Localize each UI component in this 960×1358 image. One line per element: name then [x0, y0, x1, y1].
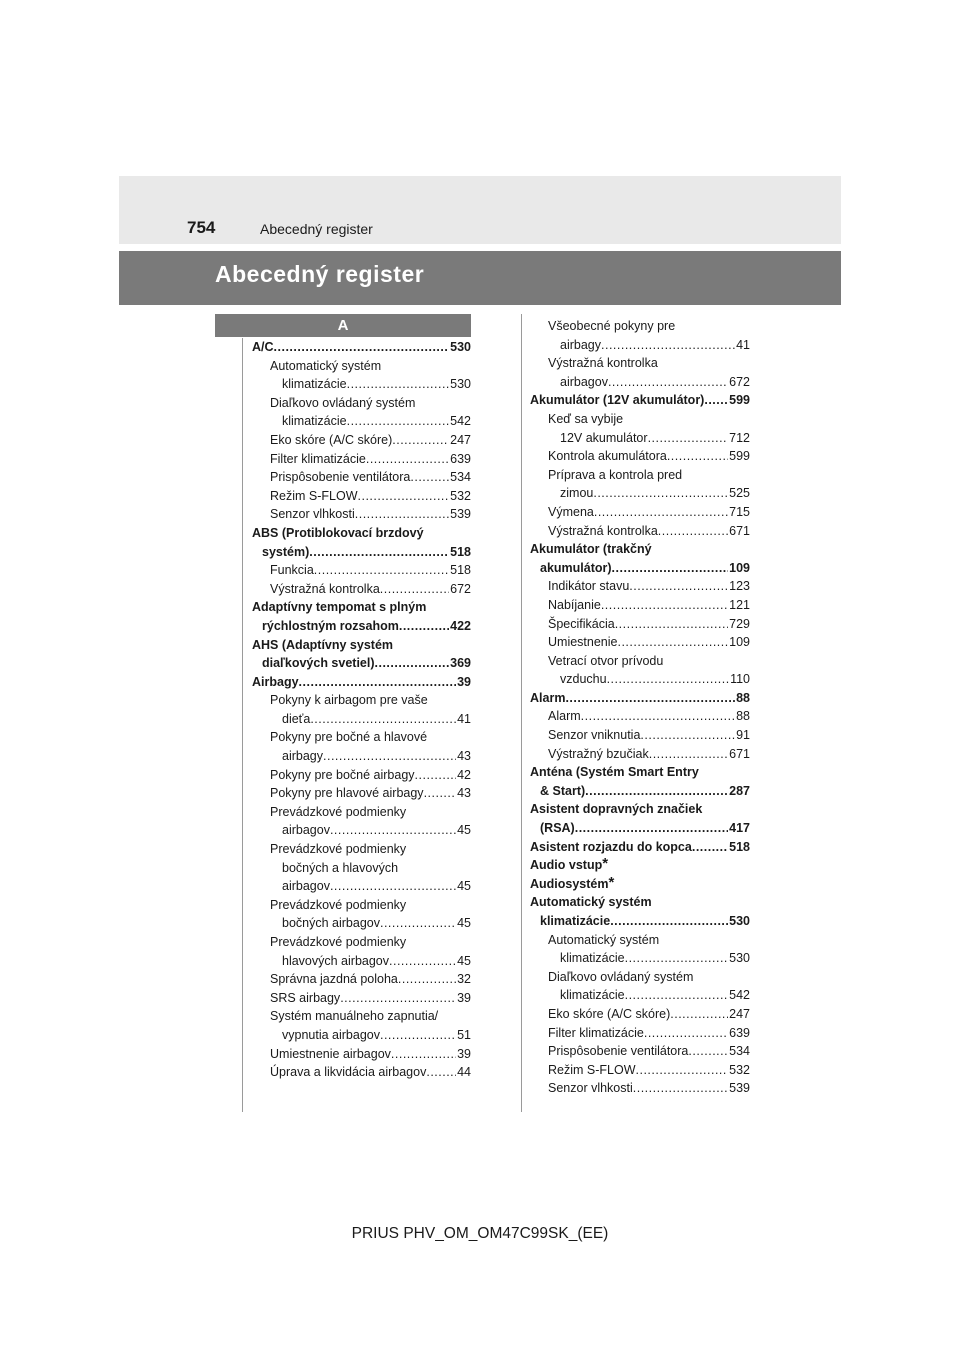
entry-label: vypnutia airbagov: [282, 1027, 380, 1042]
entry-page-number: 518: [450, 563, 471, 578]
entry-label: Asistent rozjazdu do kopca: [530, 839, 692, 854]
dot-leader: [608, 373, 728, 392]
dot-leader: [688, 1042, 728, 1061]
index-subentry: [252, 933, 471, 952]
dot-leader: [410, 468, 449, 487]
index-subentry: [252, 450, 471, 469]
entry-page-number: 41: [736, 337, 750, 352]
dot-leader: [593, 484, 728, 503]
index-subentry: [530, 410, 750, 429]
index-subentry: [252, 914, 471, 933]
dot-leader: [617, 633, 728, 652]
index-entry: [252, 543, 471, 562]
index-subentry: [252, 952, 471, 971]
dot-leader: [330, 877, 456, 896]
entry-page-number: 45: [457, 916, 471, 931]
index-subentry: [530, 429, 750, 448]
entry-page-number: 44: [457, 1065, 471, 1080]
entry-page-number: 422: [450, 618, 471, 633]
entry-label: Funkcia: [270, 563, 314, 578]
entry-label: Nabíjanie: [548, 597, 601, 612]
dot-leader: [330, 821, 456, 840]
entry-label: Výstražná kontrolka: [548, 523, 658, 538]
index-subentry: [252, 821, 471, 840]
section-letter: A: [215, 314, 471, 337]
index-subentry: [252, 580, 471, 599]
entry-label: Automatický systém: [530, 895, 652, 910]
dot-leader: [667, 447, 728, 466]
entry-label: Keď sa vybije: [548, 411, 624, 426]
index-entry: [252, 654, 471, 673]
entry-label: Eko skóre (A/C skóre): [548, 1006, 671, 1021]
entry-label: A/C: [252, 340, 274, 354]
index-subentry: [530, 354, 750, 373]
entry-label: airbagov: [282, 823, 330, 838]
entry-label: Filter klimatizácie: [270, 451, 366, 466]
entry-page-number: 518: [450, 544, 471, 559]
running-title: Abecedný register: [260, 221, 373, 237]
entry-label: Eko skóre (A/C skóre): [270, 432, 393, 447]
entry-page-number: 39: [457, 1046, 471, 1061]
index-entry: [530, 391, 750, 410]
index-subentry: [252, 375, 471, 394]
index-subentry: [252, 896, 471, 915]
index-subentry: [530, 317, 750, 336]
entry-label: Diaľkovo ovládaný systém: [270, 395, 416, 410]
entry-label: Prevádzkové podmienky: [270, 935, 407, 949]
index-subentry: [530, 615, 750, 634]
index-entry: [530, 912, 750, 931]
entry-label: Senzor vniknutia: [548, 728, 641, 743]
entry-label: Prevádzkové podmienky: [270, 804, 407, 819]
entry-label: Pokyny pre bočné a hlavové: [270, 730, 428, 745]
entry-page-number: 110: [730, 672, 750, 687]
entry-label: & Start): [540, 783, 586, 798]
entry-page-number: 672: [450, 581, 471, 596]
entry-label: Výstražná kontrolka: [548, 356, 658, 371]
entry-label: vzduchu: [560, 672, 607, 687]
dot-leader: [299, 673, 457, 692]
entry-page-number: 88: [736, 690, 750, 705]
index-subentry: [530, 596, 750, 615]
index-subentry: [252, 357, 471, 376]
entry-label: rýchlostným rozsahom: [262, 618, 399, 633]
title-bar: [119, 251, 841, 305]
entry-page-number: 712: [729, 430, 750, 445]
dot-leader: [640, 726, 735, 745]
index-subentry: [252, 1045, 471, 1064]
dot-leader: [585, 782, 728, 801]
entry-label: Všeobecné pokyny pre: [548, 319, 676, 333]
entry-label: Anténa (Systém Smart Entry: [530, 765, 699, 780]
index-entry: [530, 689, 750, 708]
entry-page-number: 417: [729, 821, 750, 836]
index-subentry: [530, 1005, 750, 1024]
entry-label: Asistent dopravných značiek: [530, 802, 703, 817]
dot-leader: [347, 412, 450, 431]
index-subentry: [530, 522, 750, 541]
entry-label: Umiestnenie: [548, 635, 618, 650]
dot-leader: [692, 838, 728, 857]
dot-leader: [426, 1063, 456, 1082]
dot-leader: [612, 559, 729, 578]
index-entry: [530, 540, 750, 559]
entry-label: Pokyny k airbagom pre vaše: [270, 693, 428, 708]
entry-page-number: 45: [457, 823, 471, 838]
index-subentry: [530, 1079, 750, 1098]
entry-label: Akumulátor (12V akumulátor): [530, 393, 705, 408]
entry-label: klimatizácie: [282, 414, 347, 429]
entry-label: klimatizácie: [560, 951, 625, 966]
dot-leader: [610, 912, 728, 931]
dot-leader: [625, 949, 729, 968]
entry-page-number: 43: [457, 749, 471, 764]
entry-label: airbagy: [560, 337, 601, 352]
header-band: [119, 176, 841, 244]
entry-label: Pokyny pre hlavové airbagy: [270, 786, 424, 801]
entry-label: Prevádzkové podmienky: [270, 897, 407, 912]
entry-label: airbagy: [282, 749, 323, 764]
entry-label: Výstražný bzučiak: [548, 746, 649, 761]
entry-label: Audio vstup: [530, 858, 603, 873]
entry-label: dieťa: [282, 711, 311, 726]
entry-label: akumulátor): [540, 560, 612, 575]
entry-label: Vetrací otvor prívodu: [548, 653, 664, 668]
index-column-right: [530, 317, 750, 1098]
entry-label: Filter klimatizácie: [548, 1025, 644, 1040]
entry-label: (RSA): [540, 821, 575, 836]
index-entry: [252, 617, 471, 636]
index-entry: [530, 893, 750, 912]
entry-page-number: 123: [729, 579, 750, 594]
entry-label: Akumulátor (trakčný: [530, 542, 652, 557]
dot-leader: [340, 989, 456, 1008]
index-subentry: [252, 1026, 471, 1045]
entry-label: Režim S-FLOW: [270, 488, 358, 503]
dot-leader: [380, 1026, 456, 1045]
index-subentry: [530, 986, 750, 1005]
entry-label: klimatizácie: [282, 377, 347, 392]
index-subentry: [252, 431, 471, 450]
entry-label: Špecifikácia: [548, 616, 615, 631]
entry-label: Senzor vlhkosti: [548, 1081, 633, 1096]
index-subentry: [252, 468, 471, 487]
dot-leader: [648, 429, 729, 448]
index-subentry: [530, 484, 750, 503]
index-entry: [530, 782, 750, 801]
dot-leader: [644, 1024, 728, 1043]
entry-label: Pokyny pre bočné airbagy: [270, 767, 415, 782]
index-subentry: [252, 728, 471, 747]
index-subentry: [252, 859, 471, 878]
entry-label: systém): [262, 544, 310, 559]
entry-page-number: 715: [729, 504, 750, 519]
dot-leader: [415, 766, 457, 785]
index-subentry: [252, 877, 471, 896]
index-subentry: [252, 784, 471, 803]
dot-leader: [392, 431, 449, 450]
index-entry: Audio vstup *: [530, 856, 750, 875]
entry-page-number: 287: [729, 783, 750, 798]
index-entry: [530, 559, 750, 578]
entry-label: Alarm: [530, 690, 566, 705]
entry-label: hlavových airbagov: [282, 953, 390, 968]
index-subentry: [530, 1042, 750, 1061]
index-subentry: [530, 447, 750, 466]
index-entry: [252, 598, 471, 617]
entry-page-number: 530: [729, 951, 750, 966]
dot-leader: [625, 986, 729, 1005]
entry-label: Automatický systém: [548, 932, 660, 947]
dot-leader: [323, 747, 456, 766]
entry-label: Prevádzkové podmienky: [270, 842, 407, 857]
dot-leader: [310, 710, 456, 729]
entry-page-number: 671: [729, 746, 750, 761]
entry-label: Diaľkovo ovládaný systém: [548, 969, 694, 984]
dot-leader: [629, 577, 728, 596]
dot-leader: [633, 1079, 728, 1098]
index-subentry: [252, 394, 471, 413]
entry-page-number: 525: [729, 486, 750, 501]
page-number: 754: [187, 218, 216, 237]
entry-label: airbagov: [560, 374, 608, 389]
index-entry: Audiosystém *: [530, 875, 750, 894]
index-entry: [530, 838, 750, 857]
index-subentry: [530, 707, 750, 726]
entry-label: airbagov: [282, 879, 330, 894]
entry-label: bočných a hlavových: [282, 860, 399, 875]
entry-label: Kontrola akumulátora: [548, 449, 667, 464]
entry-label: Prispôsobenie ventilátora: [548, 1044, 689, 1059]
entry-label: Príprava a kontrola pred: [548, 467, 683, 482]
index-subentry: [252, 1007, 471, 1026]
entry-label: Indikátor stavu: [548, 579, 630, 594]
index-subentry: [530, 336, 750, 355]
entry-page-number: 518: [729, 839, 750, 854]
entry-label: Výstražná kontrolka: [270, 581, 380, 596]
entry-page-number: 542: [729, 988, 750, 1003]
index-subentry: [252, 691, 471, 710]
entry-page-number: 247: [450, 432, 471, 447]
entry-page-number: 532: [729, 1062, 750, 1077]
entry-page-number: 41: [457, 711, 471, 726]
index-entry: [252, 524, 471, 543]
index-subentry: [252, 803, 471, 822]
entry-page-number: 42: [457, 767, 471, 782]
entry-page-number: 729: [729, 616, 750, 631]
entry-page-number: 32: [457, 972, 471, 987]
entry-label: zimou: [560, 486, 594, 501]
entry-page-number: 672: [729, 374, 750, 389]
dot-leader: [670, 1005, 728, 1024]
dot-leader: [347, 375, 450, 394]
page-title: Abecedný register: [215, 261, 425, 287]
entry-page-number: 39: [457, 674, 471, 689]
dot-leader: [601, 336, 735, 355]
entry-label: ABS (Protiblokovací brzdový: [252, 525, 424, 540]
entry-page-number: 530: [450, 377, 471, 392]
index-subentry: [530, 949, 750, 968]
column-rule-left: [242, 338, 243, 1112]
dot-leader: [607, 670, 730, 689]
dot-leader: [658, 522, 728, 541]
entry-page-number: 534: [450, 470, 471, 485]
dot-leader: [399, 617, 449, 636]
index-subentry: [252, 766, 471, 785]
entry-label: Airbagy: [252, 674, 299, 689]
entry-page-number: 534: [729, 1044, 750, 1059]
entry-page-number: 39: [457, 990, 471, 1005]
entry-label: bočných airbagov: [282, 916, 380, 931]
dot-leader: [358, 487, 450, 506]
index-entry: [252, 673, 471, 692]
dot-leader: [636, 1061, 729, 1080]
index-entry: [252, 338, 471, 357]
index-subentry: [252, 970, 471, 989]
dot-leader: [575, 819, 728, 838]
entry-label: Audiosystém: [530, 876, 609, 891]
index-subentry: [252, 989, 471, 1008]
entry-label: Adaptívny tempomat s plným: [252, 600, 427, 615]
entry-page-number: 369: [450, 656, 471, 671]
entry-page-number: 539: [729, 1081, 750, 1096]
index-entry: [530, 763, 750, 782]
entry-page-number: 91: [736, 728, 750, 743]
entry-page-number: 45: [457, 879, 471, 894]
entry-label: Prispôsobenie ventilátora: [270, 470, 411, 485]
entry-label: Alarm: [548, 709, 581, 724]
entry-page-number: 539: [450, 507, 471, 522]
dot-leader: [565, 689, 735, 708]
entry-label: Úprava a likvidácia airbagov: [270, 1065, 427, 1080]
entry-label: SRS airbagy: [270, 990, 341, 1005]
entry-page-number: 88: [736, 709, 750, 724]
index-subentry: [530, 1061, 750, 1080]
index-subentry: [530, 931, 750, 950]
entry-label: Umiestnenie airbagov: [270, 1046, 391, 1061]
entry-page-number: 43: [457, 786, 471, 801]
index-subentry: [530, 726, 750, 745]
entry-label: Automatický systém: [270, 358, 382, 373]
entry-label: klimatizácie: [560, 988, 625, 1003]
index-subentry: [252, 710, 471, 729]
index-subentry: [530, 745, 750, 764]
entry-page-number: 639: [729, 1025, 750, 1040]
dot-leader: [380, 580, 449, 599]
index-column-left: [252, 338, 471, 1082]
dot-leader: [601, 596, 728, 615]
index-subentry: [252, 412, 471, 431]
dot-leader: [380, 914, 456, 933]
column-rule-right: [521, 314, 522, 1112]
index-subentry: [530, 1024, 750, 1043]
entry-page-number: 530: [450, 340, 471, 354]
entry-label: diaľkových svetiel): [262, 656, 375, 671]
entry-page-number: 599: [729, 393, 750, 408]
dot-leader: [581, 707, 735, 726]
index-subentry: [530, 652, 750, 671]
dot-leader: [398, 970, 456, 989]
index-entry: [530, 819, 750, 838]
index-subentry: [252, 505, 471, 524]
entry-page-number: 532: [450, 488, 471, 503]
index-entry: [530, 800, 750, 819]
index-entry: [252, 636, 471, 655]
entry-page-number: 109: [729, 635, 750, 650]
entry-label: klimatizácie: [540, 914, 611, 928]
entry-label: Výmena: [548, 504, 594, 519]
dot-leader: [389, 952, 456, 971]
index-subentry: [530, 577, 750, 596]
entry-page-number: 671: [729, 523, 750, 538]
entry-page-number: 542: [450, 414, 471, 429]
index-subentry: [530, 373, 750, 392]
entry-page-number: 639: [450, 451, 471, 466]
dot-leader: [366, 450, 449, 469]
dot-leader: [424, 784, 457, 803]
index-subentry: [252, 561, 471, 580]
dot-leader: [274, 338, 450, 357]
dot-leader: [355, 505, 449, 524]
entry-label: 12V akumulátor: [560, 430, 648, 445]
entry-label: Senzor vlhkosti: [270, 507, 355, 522]
entry-page-number: 247: [729, 1006, 750, 1021]
entry-page-number: 109: [729, 560, 750, 575]
footer-doc-code: PRIUS PHV_OM_OM47C99SK_(EE): [351, 1225, 609, 1242]
index-subentry: [252, 747, 471, 766]
dot-leader: [309, 543, 449, 562]
entry-page-number: 51: [457, 1027, 471, 1042]
dot-leader: [615, 615, 728, 634]
index-subentry: [530, 466, 750, 485]
entry-label: Režim S-FLOW: [548, 1062, 636, 1077]
entry-page-number: 599: [729, 449, 750, 464]
entry-label: Systém manuálneho zapnutia/: [270, 1009, 439, 1024]
entry-page-number: 45: [457, 953, 471, 968]
dot-leader: [391, 1045, 456, 1064]
index-subentry: [530, 670, 750, 689]
index-subentry: [530, 503, 750, 522]
dot-leader: [704, 391, 728, 410]
dot-leader: [594, 503, 728, 522]
index-subentry: [252, 487, 471, 506]
dot-leader: [314, 561, 449, 580]
index-subentry: [530, 968, 750, 987]
entry-label: Správna jazdná poloha: [270, 972, 398, 987]
dot-leader: [375, 654, 450, 673]
entry-page-number: 121: [729, 597, 750, 612]
entry-label: AHS (Adaptívny systém: [252, 637, 394, 652]
index-subentry: [252, 1063, 471, 1082]
index-subentry: [252, 840, 471, 859]
dot-leader: [649, 745, 728, 764]
entry-page-number: 530: [729, 914, 750, 928]
index-subentry: [530, 633, 750, 652]
